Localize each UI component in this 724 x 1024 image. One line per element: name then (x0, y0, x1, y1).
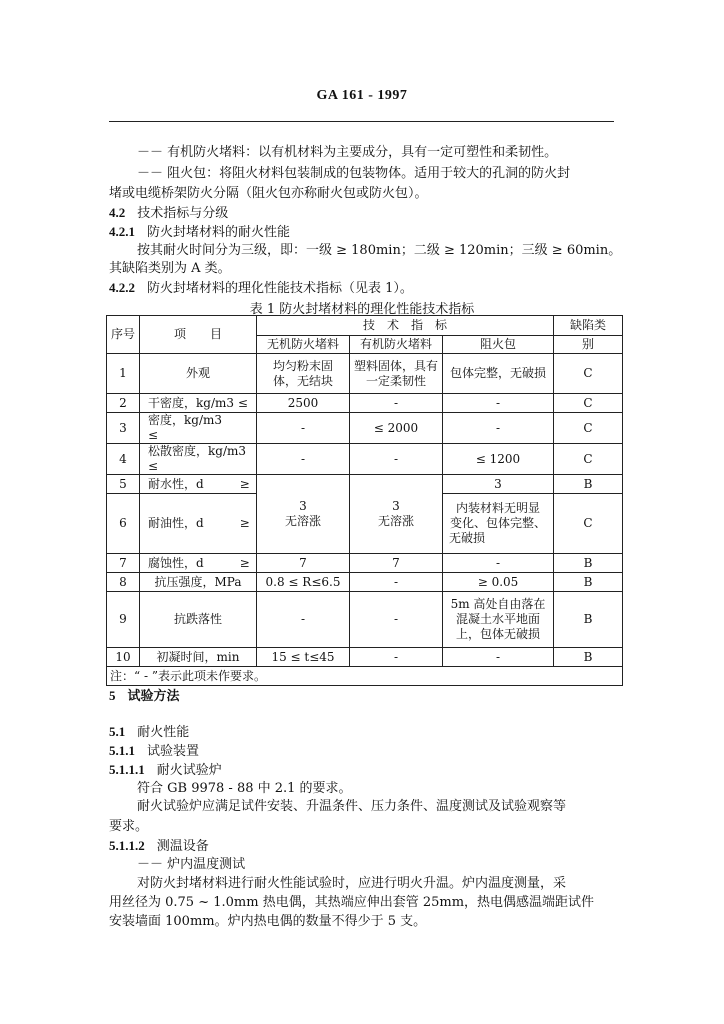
cell-organic: ≤ 2000 (350, 413, 443, 444)
cell-bag: - (443, 554, 554, 573)
cell-line: 混凝土水平地面 (455, 612, 540, 626)
section-number: 5 (109, 688, 116, 703)
cell-defect: C (554, 394, 623, 413)
properties-table (106, 315, 623, 686)
cell-organic: - (350, 592, 443, 648)
cell-line: 3 (392, 499, 400, 513)
cell-line: 变化、包体完整、 (449, 516, 546, 530)
cell-defect: C (554, 413, 623, 444)
cell-no: 7 (107, 554, 140, 573)
cell-defect: B (554, 592, 623, 648)
paragraph-line: 要求。 (109, 819, 149, 834)
header-item: 项 目 (140, 316, 257, 354)
cell-line: 5m 高处自由落在 (450, 597, 546, 611)
cell-item: 外观 (140, 354, 257, 394)
cell-inorganic: - (257, 413, 350, 444)
table-row (107, 475, 623, 494)
header-organic: 有机防火堵料 (350, 336, 443, 354)
cell-item: 松散密度，kg/m3 ≤ (140, 444, 257, 475)
paragraph-line: 堵或电缆桥架防火分隔（阻火包亦称耐火包或防火包）。 (109, 186, 428, 201)
cell-no: 6 (107, 494, 140, 554)
section-number: 5.1.1.2 (109, 838, 145, 853)
section-heading-5-1-1 (109, 743, 619, 760)
paragraph-line: 对防火封堵材料进行耐火性能试验时，应进行明火升温。炉内温度测量，采 (137, 876, 567, 891)
table-row (107, 573, 623, 592)
cell-line: 内装材料无明显 (455, 501, 540, 515)
section-heading-5-1-1-2 (109, 838, 619, 855)
header-no: 序号 (107, 316, 140, 354)
section-heading-5-1-1-1 (109, 762, 619, 779)
cell-organic (350, 475, 443, 554)
header-inorganic: 无机防火堵料 (257, 336, 350, 354)
paragraph-line: －－ 有机防火堵料：以有机材料为主要成分，具有一定可塑性和柔韧性。 (137, 145, 558, 160)
cell-line: 体，无结块 (272, 373, 333, 388)
section-heading-4-2 (109, 205, 619, 222)
table-header-row (107, 316, 623, 336)
paragraph-line: 耐火试验炉应满足试件安装、升温条件、压力条件、温度测试及试验观察等 (137, 799, 567, 814)
cell-bag: - (443, 413, 554, 444)
section-title: 试验方法 (127, 689, 180, 704)
section-number: 5.1 (109, 724, 126, 739)
cell-line: 塑料固体，具有 (353, 358, 438, 373)
cell-line: 无溶涨 (284, 514, 321, 528)
cell-no: 5 (107, 475, 140, 494)
cell-line: 无溶涨 (377, 514, 414, 528)
cell-organic (350, 354, 443, 394)
cell-no: 9 (107, 592, 140, 648)
section-heading-4-2-2 (109, 280, 619, 297)
header-tech: 技 术 指 标 (257, 316, 554, 336)
section-title: 试验装置 (147, 744, 200, 759)
table-row (107, 413, 623, 444)
section-number: 4.2.1 (109, 224, 135, 239)
cell-item: 耐油性，d ≥ (140, 494, 257, 554)
table-note-row (107, 667, 623, 686)
cell-no: 4 (107, 444, 140, 475)
cell-item: 抗跌落性 (140, 592, 257, 648)
cell-organic: 7 (350, 554, 443, 573)
cell-no: 2 (107, 394, 140, 413)
header-defect: 缺陷类 (554, 316, 623, 336)
paragraph-line: 按其耐火时间分为三级，即：一级 ≥ 180min；二级 ≥ 120min；三级 ≥ 60min。 (137, 243, 622, 258)
section-number: 5.1.1 (109, 743, 135, 758)
cell-bag: - (443, 648, 554, 667)
table-row (107, 554, 623, 573)
cell-item: 腐蚀性，d ≥ (140, 554, 257, 573)
cell-inorganic: - (257, 592, 350, 648)
cell-no: 10 (107, 648, 140, 667)
section-number: 4.2 (109, 205, 126, 220)
section-title: 耐火试验炉 (156, 763, 222, 778)
table-row (107, 444, 623, 475)
table-row (107, 648, 623, 667)
table-row (107, 394, 623, 413)
cell-defect: C (554, 494, 623, 554)
paragraph-line: 用丝径为 0.75 ~ 1.0mm 热电偶，其热端应伸出套管 25mm，热电偶感温端距试件 (109, 895, 595, 910)
cell-organic: - (350, 648, 443, 667)
paragraph-line: －－ 阻火包：将阻火材料包装制成的包装物体。适用于较大的孔洞的防火封 (137, 166, 571, 181)
cell-defect: C (554, 354, 623, 394)
table-row (107, 592, 623, 648)
paragraph-line: －－ 炉内温度测试 (137, 857, 246, 872)
section-title: 技术指标与分级 (137, 206, 229, 221)
cell-inorganic (257, 475, 350, 554)
cell-defect: B (554, 475, 623, 494)
section-title: 防火封堵材料的理化性能技术指标（见表 1）。 (147, 281, 413, 296)
cell-item: 初凝时间，min (140, 648, 257, 667)
cell-line: 上，包体无破损 (455, 627, 540, 641)
cell-bag: 包体完整，无破损 (443, 354, 554, 394)
cell-line: 均匀粉末固 (272, 358, 333, 373)
cell-organic: - (350, 444, 443, 475)
section-title: 测温设备 (156, 839, 209, 854)
cell-bag: ≤ 1200 (443, 444, 554, 475)
header-rule (109, 121, 614, 122)
cell-inorganic: - (257, 444, 350, 475)
cell-line: 一定柔韧性 (365, 373, 426, 388)
cell-line: 无破损 (449, 531, 486, 545)
cell-inorganic: 15 ≤ t≤45 (257, 648, 350, 667)
cell-bag: - (443, 394, 554, 413)
standard-code-header: GA 161 - 1997 (316, 88, 408, 103)
cell-bag: 3 (443, 475, 554, 494)
section-heading-5-1 (109, 724, 619, 741)
section-title: 耐火性能 (137, 725, 190, 740)
cell-bag: ≥ 0.05 (443, 573, 554, 592)
cell-item: 干密度，kg/m3 ≤ (140, 394, 257, 413)
cell-item: 密度，kg/m3 ≤ (140, 413, 257, 444)
cell-defect: B (554, 573, 623, 592)
cell-defect: B (554, 648, 623, 667)
cell-no: 3 (107, 413, 140, 444)
cell-organic: - (350, 573, 443, 592)
table-note: 注：“ - ”表示此项未作要求。 (107, 667, 623, 686)
cell-defect: B (554, 554, 623, 573)
section-title: 防火封堵材料的耐火性能 (147, 225, 291, 240)
section-number: 5.1.1.1 (109, 762, 145, 777)
paragraph-line: 符合 GB 9978 - 88 中 2.1 的要求。 (137, 781, 352, 796)
cell-inorganic: 7 (257, 554, 350, 573)
section-number: 4.2.2 (109, 280, 135, 295)
cell-line: 3 (299, 499, 307, 513)
cell-item: 抗压强度，MPa (140, 573, 257, 592)
cell-no: 8 (107, 573, 140, 592)
paragraph-line: 其缺陷类别为 A 类。 (109, 261, 231, 276)
cell-inorganic (257, 354, 350, 394)
section-heading-5 (109, 688, 619, 705)
table-caption: 表 1 防火封堵材料的理化性能技术指标 (249, 302, 475, 317)
cell-bag (443, 494, 554, 554)
cell-defect: C (554, 444, 623, 475)
header-bag: 阻火包 (443, 336, 554, 354)
cell-organic: - (350, 394, 443, 413)
cell-no: 1 (107, 354, 140, 394)
section-heading-4-2-1 (109, 224, 619, 241)
header-defect: 别 (554, 336, 623, 354)
cell-inorganic: 2500 (257, 394, 350, 413)
cell-bag (443, 592, 554, 648)
cell-item: 耐水性，d ≥ (140, 475, 257, 494)
cell-inorganic: 0.8 ≤ R≤6.5 (257, 573, 350, 592)
table-row (107, 354, 623, 394)
paragraph-line: 安装墙面 100mm。炉内热电偶的数量不得少于 5 支。 (109, 914, 427, 929)
